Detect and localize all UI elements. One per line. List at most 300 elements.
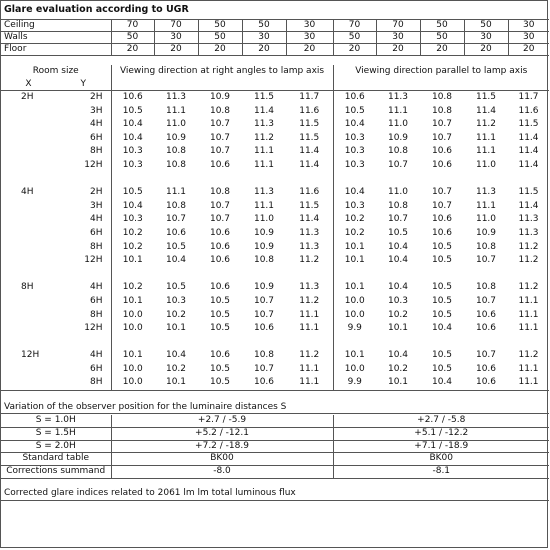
ugr-value-right: 11.7 [286,91,333,105]
ugr-value-right: 10.4 [165,350,187,361]
ugr-value-right: 10.9 [253,282,275,293]
reflectance-value: 30 [508,20,549,32]
group-spacer [1,173,549,187]
reflectance-label: Ceiling [1,20,111,32]
direction-parallel-header: Viewing direction parallel to lamp axis [355,66,528,76]
ugr-value-parallel: 11.0 [387,119,409,130]
ugr-value-right: 11.6 [286,186,333,200]
variation-header: Variation of the observer position for the luminaire distances S [1,401,549,414]
ugr-value-right: 10.7 [165,214,187,225]
ugr-value-right: 11.1 [286,363,333,377]
reflectance-value: 20 [376,44,420,56]
ugr-value-parallel: 11.3 [518,227,539,238]
ugr-value-right: 10.3 [165,295,187,306]
ugr-value-right: 11.3 [286,241,333,255]
ugr-value-parallel: 11.1 [518,309,539,320]
ugr-subheader-row [1,78,549,91]
variation-right: BK00 [111,453,333,466]
y-label: Y [56,78,111,91]
room-x [1,363,56,377]
variation-label: S = 1.0H [1,415,111,427]
ugr-value-right: 10.0 [122,309,143,320]
ugr-value-parallel: 10.9 [475,227,497,238]
ugr-value-right: 10.5 [209,363,231,374]
ugr-value-parallel: 10.8 [387,200,409,211]
spacer-cell [56,336,111,350]
ugr-value-right: 10.7 [253,363,275,374]
ugr-value-parallel: 10.5 [431,282,453,293]
table-row [1,186,549,200]
variation-right: -8.0 [111,466,333,479]
room-x [1,376,56,390]
ugr-value-right: 10.8 [253,350,275,361]
ugr-value-right: 10.0 [122,363,143,374]
ugr-value-parallel: 10.4 [387,255,409,266]
variation-parallel: +5.1 / -12.2 [333,427,549,440]
room-y: 3H [56,200,111,214]
ugr-value-parallel: 11.3 [387,92,409,102]
spacer-cell [376,336,420,350]
ugr-value-right: 10.6 [165,227,187,238]
table-row [1,309,549,323]
reflectance-value: 50 [420,20,464,32]
ugr-value-right: 10.6 [209,282,231,293]
reflectance-value: 20 [464,44,508,56]
ugr-value-parallel: 10.6 [431,227,453,238]
ugr-value-parallel: 10.4 [387,241,409,252]
room-y: 8H [56,376,111,390]
room-y: 6H [56,132,111,146]
room-y: 8H [56,309,111,323]
ugr-value-parallel: 11.1 [387,105,409,116]
room-y: 2H [56,91,111,105]
reflectance-row [1,32,549,44]
ugr-value-parallel: 11.2 [518,282,539,293]
reflectance-value: 70 [111,20,154,32]
table-row [1,105,549,119]
ugr-value-parallel: 11.1 [508,376,549,390]
ugr-value-parallel: 10.0 [344,309,365,320]
ugr-value-parallel: 10.2 [387,363,409,374]
ugr-value-parallel: 10.2 [344,227,365,238]
ugr-value-parallel: 11.2 [518,350,539,361]
ugr-value-parallel: 11.4 [475,105,497,116]
ugr-value-right: 10.7 [253,309,275,320]
reflectance-value: 30 [286,20,333,32]
reflectance-value: 20 [111,44,154,56]
ugr-value-parallel: 10.7 [387,159,409,170]
spacer-cell [333,268,376,282]
ugr-value-right: 10.8 [209,105,231,116]
ugr-value-right: 10.7 [253,295,275,306]
ugr-value-parallel: 11.4 [518,132,539,143]
group-spacer [1,268,549,282]
ugr-value-parallel: 10.7 [475,350,497,361]
ugr-value-parallel: 10.3 [344,146,365,157]
ugr-value-parallel: 11.7 [518,92,539,102]
ugr-value-right: 10.7 [209,200,231,211]
variation-table [1,415,549,479]
ugr-value-parallel: 10.7 [387,214,409,225]
reflectance-value: 20 [420,44,464,56]
ugr-value-right: 10.5 [198,376,242,390]
spacer-cell [111,336,154,350]
ugr-value-right: 10.1 [165,323,187,334]
spacer-cell [508,336,549,350]
ugr-value-parallel: 11.1 [475,200,497,211]
room-x: 8H [21,282,34,293]
reflectance-row [1,20,549,32]
reflectance-value: 20 [242,44,286,56]
ugr-value-right: 10.3 [122,146,143,157]
variation-row [1,440,549,453]
spacer-cell [154,268,198,282]
ugr-value-right: 10.0 [122,323,143,334]
ugr-value-right: 11.0 [253,214,275,225]
x-label: X [1,78,56,91]
ugr-value-right: 10.4 [122,200,143,211]
ugr-value-right: 10.6 [209,241,231,252]
room-y: 2H [56,186,111,200]
ugr-value-right: 10.7 [209,146,231,157]
table-row [1,132,549,146]
ugr-value-right: 10.9 [209,92,231,102]
ugr-value-right: 10.5 [209,295,231,306]
ugr-value-right: 11.2 [286,349,333,363]
spacer-cell [1,173,56,187]
table-row [1,376,549,390]
reflectance-value: 20 [154,44,198,56]
ugr-value-right: 10.3 [122,214,143,225]
ugr-value-right: 10.5 [209,323,231,334]
ugr-value-parallel: 10.5 [431,241,453,252]
ugr-value-right: 10.5 [165,241,187,252]
ugr-value-parallel: 10.6 [431,146,453,157]
ugr-value-parallel: 10.7 [431,119,453,130]
room-x [1,309,56,323]
reflectance-value: 70 [154,20,198,32]
ugr-value-right: 11.1 [253,146,275,157]
table-row [1,281,549,295]
ugr-value-right: 10.5 [209,309,231,320]
variation-label: S = 1.5H [1,427,111,440]
spacer-cell [198,268,242,282]
ugr-value-right: 10.6 [209,159,231,170]
room-x [1,322,56,336]
ugr-value-parallel: 9.9 [333,376,376,390]
room-y: 4H [56,349,111,363]
room-y: 6H [56,227,111,241]
reflectance-value: 70 [376,20,420,32]
ugr-value-parallel: 11.5 [518,187,539,198]
room-x [1,145,56,159]
ugr-value-parallel: 10.5 [431,350,453,361]
ugr-value-parallel: 10.5 [431,295,453,306]
ugr-value-parallel: 10.6 [475,309,497,320]
table-row [1,227,549,241]
room-x: 2H [21,92,34,102]
ugr-value-parallel: 10.4 [344,187,365,198]
spacer-cell [242,173,286,187]
ugr-value-parallel: 11.4 [518,200,539,211]
ugr-table [1,65,549,391]
ugr-value-parallel: 10.5 [431,255,453,266]
room-y: 12H [56,322,111,336]
variation-parallel: +2.7 / -5.8 [333,415,549,427]
ugr-value-right: 11.2 [286,254,333,268]
room-y: 8H [56,145,111,159]
ugr-value-parallel: 10.2 [344,214,365,225]
footer-note: Corrected glare indices related to 2061 lm lm total luminous flux [1,487,549,501]
ugr-value-parallel: 10.6 [475,363,497,374]
table-row [1,241,549,255]
table-row [1,349,549,363]
variation-row [1,427,549,440]
ugr-value-right: 10.1 [122,350,143,361]
spacer-cell [198,173,242,187]
reflectance-value: 30 [508,32,549,44]
variation-right: +7.2 / -18.9 [111,440,333,453]
ugr-value-parallel: 10.4 [387,282,409,293]
ugr-value-parallel: 10.3 [344,159,365,170]
reflectance-value: 30 [154,32,198,44]
reflectance-label: Walls [1,32,111,44]
ugr-value-right: 11.1 [286,322,333,336]
ugr-value-parallel: 11.2 [518,255,539,266]
room-x [1,241,56,255]
ugr-value-right: 10.7 [209,132,231,143]
ugr-value-right: 10.5 [122,105,143,116]
ugr-value-parallel: 11.5 [475,92,497,102]
reflectance-value: 50 [198,32,242,44]
room-y: 12H [56,254,111,268]
reflectance-value: 50 [111,32,154,44]
table-row [1,363,549,377]
ugr-value-right: 10.4 [122,132,143,143]
spacer-cell [56,268,111,282]
table-row [1,91,549,105]
group-spacer [1,336,549,350]
ugr-value-right: 11.4 [286,145,333,159]
variation-label: S = 2.0H [1,440,111,453]
ugr-value-parallel: 11.0 [475,214,497,225]
ugr-value-right: 10.9 [253,241,275,252]
ugr-value-right: 10.6 [242,376,286,390]
ugr-value-parallel: 10.0 [344,295,365,306]
reflectance-value: 50 [198,20,242,32]
ugr-value-parallel: 10.7 [475,295,497,306]
room-x [1,118,56,132]
ugr-value-right: 10.2 [165,363,187,374]
ugr-value-parallel: 10.3 [344,132,365,143]
ugr-value-right: 10.4 [122,119,143,130]
ugr-value-right: 11.3 [286,281,333,295]
ugr-value-right: 10.7 [209,214,231,225]
spacer-cell [242,268,286,282]
spacer-cell [56,173,111,187]
ugr-value-parallel: 10.6 [344,92,365,102]
table-row [1,254,549,268]
ugr-value-right: 11.4 [286,159,333,173]
table-row [1,322,549,336]
ugr-value-parallel: 10.0 [344,363,365,374]
ugr-value-parallel: 10.5 [344,105,365,116]
spacer-cell [286,336,333,350]
ugr-value-parallel: 11.1 [518,323,539,334]
reflectance-label: Floor [1,44,111,56]
ugr-value-parallel: 10.6 [431,159,453,170]
reflectance-value: 30 [464,32,508,44]
spacer-cell [286,268,333,282]
spacer-cell [464,173,508,187]
ugr-value-parallel: 10.7 [431,187,453,198]
ugr-value-right: 10.0 [111,376,154,390]
ugr-value-parallel: 10.8 [431,92,453,102]
room-y: 4H [56,213,111,227]
ugr-value-parallel: 9.9 [347,323,362,334]
room-size-label: Room size [1,65,111,78]
ugr-value-right: 11.5 [286,200,333,214]
variation-parallel: BK00 [333,453,549,466]
ugr-value-right: 10.5 [165,282,187,293]
room-x [1,295,56,309]
ugr-value-right: 11.1 [253,159,275,170]
room-y: 4H [56,281,111,295]
ugr-value-right: 11.2 [286,295,333,309]
spacer-cell [154,336,198,350]
ugr-value-right: 11.3 [286,227,333,241]
ugr-value-right: 11.1 [253,200,275,211]
ugr-value-parallel: 11.1 [518,295,539,306]
ugr-value-parallel: 11.3 [475,187,497,198]
ugr-value-parallel: 10.4 [431,323,453,334]
room-y: 12H [56,159,111,173]
spacer-cell [376,173,420,187]
ugr-value-right: 11.5 [286,132,333,146]
room-x [1,159,56,173]
ugr-value-parallel: 11.1 [518,363,539,374]
spacer-cell [242,336,286,350]
room-y: 4H [56,118,111,132]
ugr-value-parallel: 10.6 [475,323,497,334]
ugr-value-right: 10.2 [165,309,187,320]
ugr-value-parallel: 10.8 [475,241,497,252]
ugr-value-parallel: 11.3 [518,214,539,225]
reflectance-value: 30 [376,32,420,44]
ugr-value-right: 10.5 [122,187,143,198]
ugr-value-parallel: 10.4 [387,350,409,361]
reflectance-value: 70 [333,20,376,32]
variation-parallel: -8.1 [333,466,549,479]
ugr-value-right: 10.6 [209,227,231,238]
ugr-value-parallel: 10.1 [344,282,365,293]
ugr-value-right: 11.3 [253,119,275,130]
ugr-value-right: 10.2 [122,227,143,238]
reflectance-value: 50 [464,20,508,32]
ugr-value-right: 10.6 [122,92,143,102]
ugr-value-parallel: 11.1 [475,146,497,157]
ugr-value-parallel: 11.6 [518,105,539,116]
ugr-value-right: 10.8 [209,187,231,198]
ugr-value-parallel: 10.5 [431,309,453,320]
room-y: 6H [56,363,111,377]
table-row [1,118,549,132]
spacer-cell [420,268,464,282]
ugr-value-right: 10.6 [209,350,231,361]
reflectance-value: 20 [286,44,333,56]
room-x: 12H [21,350,40,361]
ugr-value-right: 11.5 [253,92,275,102]
reflectance-value: 30 [242,32,286,44]
ugr-value-parallel: 11.0 [475,159,497,170]
spacer-cell [464,268,508,282]
ugr-value-parallel: 10.3 [387,295,409,306]
reflectance-value: 50 [242,20,286,32]
ugr-value-parallel: 10.8 [431,105,453,116]
ugr-value-parallel: 10.2 [387,309,409,320]
ugr-value-right: 11.3 [253,187,275,198]
ugr-value-right: 10.8 [165,146,187,157]
ugr-value-right: 11.6 [286,105,333,119]
ugr-value-parallel: 11.1 [475,132,497,143]
spacer-cell [154,173,198,187]
spacer-cell [420,173,464,187]
ugr-value-right: 11.4 [253,105,275,116]
room-x [1,254,56,268]
ugr-value-parallel: 10.7 [475,255,497,266]
variation-row [1,415,549,427]
table-row [1,295,549,309]
room-x [1,213,56,227]
ugr-value-right: 10.8 [165,200,187,211]
ugr-value-right: 11.2 [253,132,275,143]
spacer-cell [1,268,56,282]
ugr-value-right: 10.7 [209,119,231,130]
variation-label: Standard table [1,453,111,466]
ugr-value-parallel: 10.4 [344,119,365,130]
reflectance-value: 20 [508,44,549,56]
ugr-value-parallel: 10.7 [431,132,453,143]
reflectance-row [1,44,549,56]
room-x [1,105,56,119]
ugr-value-right: 10.2 [122,282,143,293]
ugr-value-right: 10.1 [122,255,143,266]
room-y: 6H [56,295,111,309]
ugr-header-row [1,65,549,78]
ugr-value-parallel: 10.9 [387,132,409,143]
room-x [1,132,56,146]
ugr-value-right: 10.4 [165,255,187,266]
variation-parallel: +7.1 / -18.9 [333,440,549,453]
variation-label: Corrections summand [1,466,111,479]
spacer-cell [508,173,549,187]
reflectance-table [1,20,549,56]
variation-right: +2.7 / -5.9 [111,415,333,427]
spacer-cell [286,173,333,187]
table-row [1,213,549,227]
ugr-value-parallel: 10.1 [344,350,365,361]
reflectance-value: 20 [333,44,376,56]
ugr-value-right: 10.9 [165,132,187,143]
ugr-value-parallel: 10.1 [344,255,365,266]
ugr-value-parallel: 10.4 [420,376,464,390]
variation-right: +5.2 / -12.1 [111,427,333,440]
room-x [1,227,56,241]
ugr-value-right: 10.8 [253,255,275,266]
ugr-value-parallel: 11.0 [387,187,409,198]
spacer-cell [198,336,242,350]
room-y: 3H [56,105,111,119]
